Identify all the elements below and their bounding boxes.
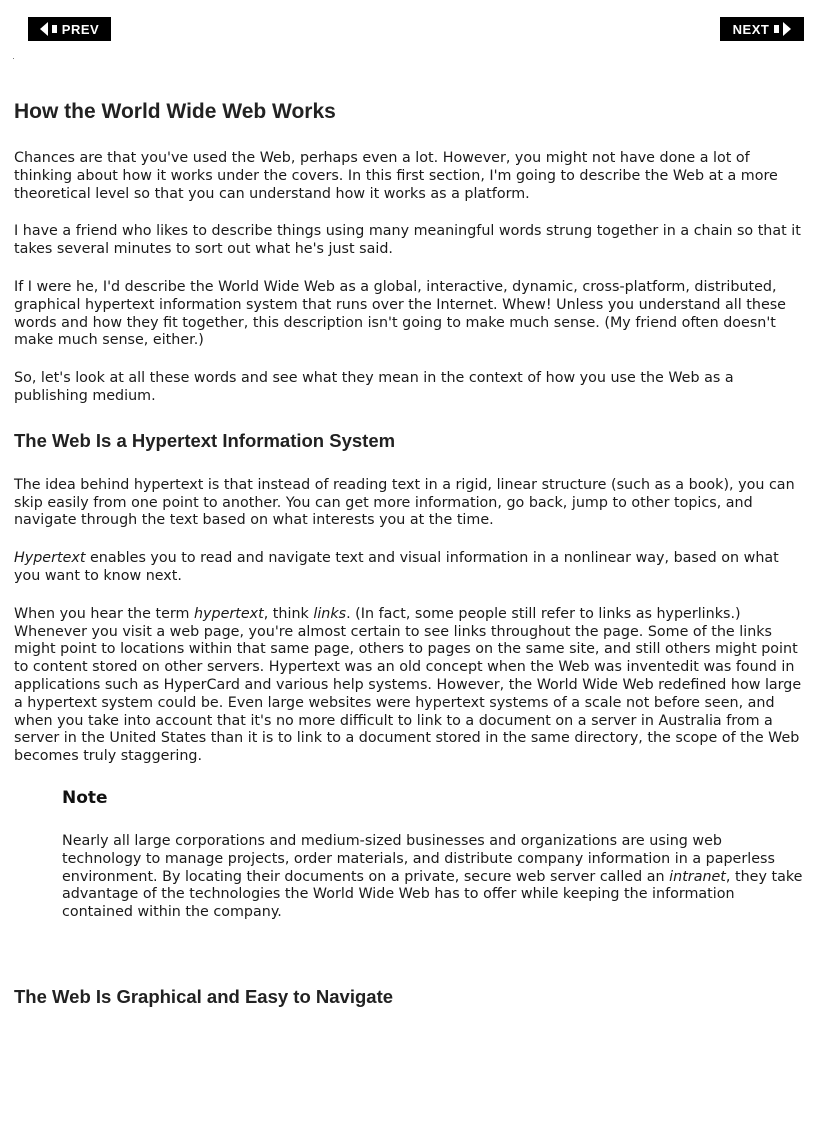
section-heading-graphical: The Web Is Graphical and Easy to Navigate [14,985,394,1007]
section-heading-hypertext: The Web Is a Hypertext Information System [14,429,396,451]
intro-paragraph: So, let's look at all these words and see what they mean in the context of how you use the Web as a publishing medium. [14,370,734,404]
intro-paragraph: I have a friend who likes to describe things using many meaningful words strung together in a chain so that it takes several minutes to sort out what he's just said. [14,223,801,258]
note-text: Nearly all large corporations and medium-sized businesses and organizations are using web technology to manage projects, order materials, and distribute company information in a paperless environment. By locating their documents on a private, secure web server called an intranet, they take advantage of the technologies the World Wide Web has to offer while keeping the information contained within the company. [62,832,803,921]
anchor-dot [13,58,14,59]
next-button[interactable] [720,17,804,41]
arrow-right-icon-stem [774,25,779,33]
prev-label: PREV [61,21,100,37]
prev-button[interactable] [28,17,111,41]
hypertext-definition-paragraph: Hypertext enables you to read and navigate text and visual information in a nonlinear way, based on what you want to know next. [14,550,779,584]
page-title: How the World Wide Web Works [14,100,336,123]
hypertext-paragraph: The idea behind hypertext is that instead of reading text in a rigid, linear structure (such as a book), you can skip easily from one point to another. You can get more information, go back, jump to other topics, and navigate through the text based on what interests you at the time. [14,476,795,529]
next-label: NEXT [732,21,770,37]
page-content [14,100,804,1033]
note-box [62,788,804,922]
note-heading: Note [62,787,108,808]
arrow-right-icon [783,22,791,36]
intro-paragraph: If I were he, I'd describe the World Wide Web as a global, interactive, dynamic, cross-platform, distributed, graphical hypertext information system that runs over the Internet. Whew! Unless you understand all these words and how they fit together, this description isn't going to make much sense. (My friend often doesn't make much sense, either.) [14,278,786,349]
arrow-left-icon-stem [52,25,57,33]
intro-paragraph: Chances are that you've used the Web, perhaps even a lot. However, you might not have done a lot of thinking about how it works under the covers. In this first section, I'm going to describe the Web at a more theoretical level so that you can understand how it works as a platform. [14,150,778,202]
links-paragraph: When you hear the term hypertext, think links. (In fact, some people still refer to links as hyperlinks.) Whenever you visit a web page, you're almost certain to see links throughout the page. Some of the links might point to locations within that same page, others to pages on the same site, and still others might point to content stored on other servers. Hypertext was an old concept when the Web was inventedit was found in applications such as HyperCard and various help systems. However, the World Wide Web redefined how large a hypertext system could be. Even large websites were hypertext systems of a scale not before seen, and when you take into account that it's no more difficult to link to a document on a server in Australia from a server in the United States than it is to link to a document stored in the same directory, the scope of the Web becomes truly staggering. [14,605,802,765]
hypertext-term: Hypertext [14,550,86,567]
arrow-left-icon [40,22,48,36]
